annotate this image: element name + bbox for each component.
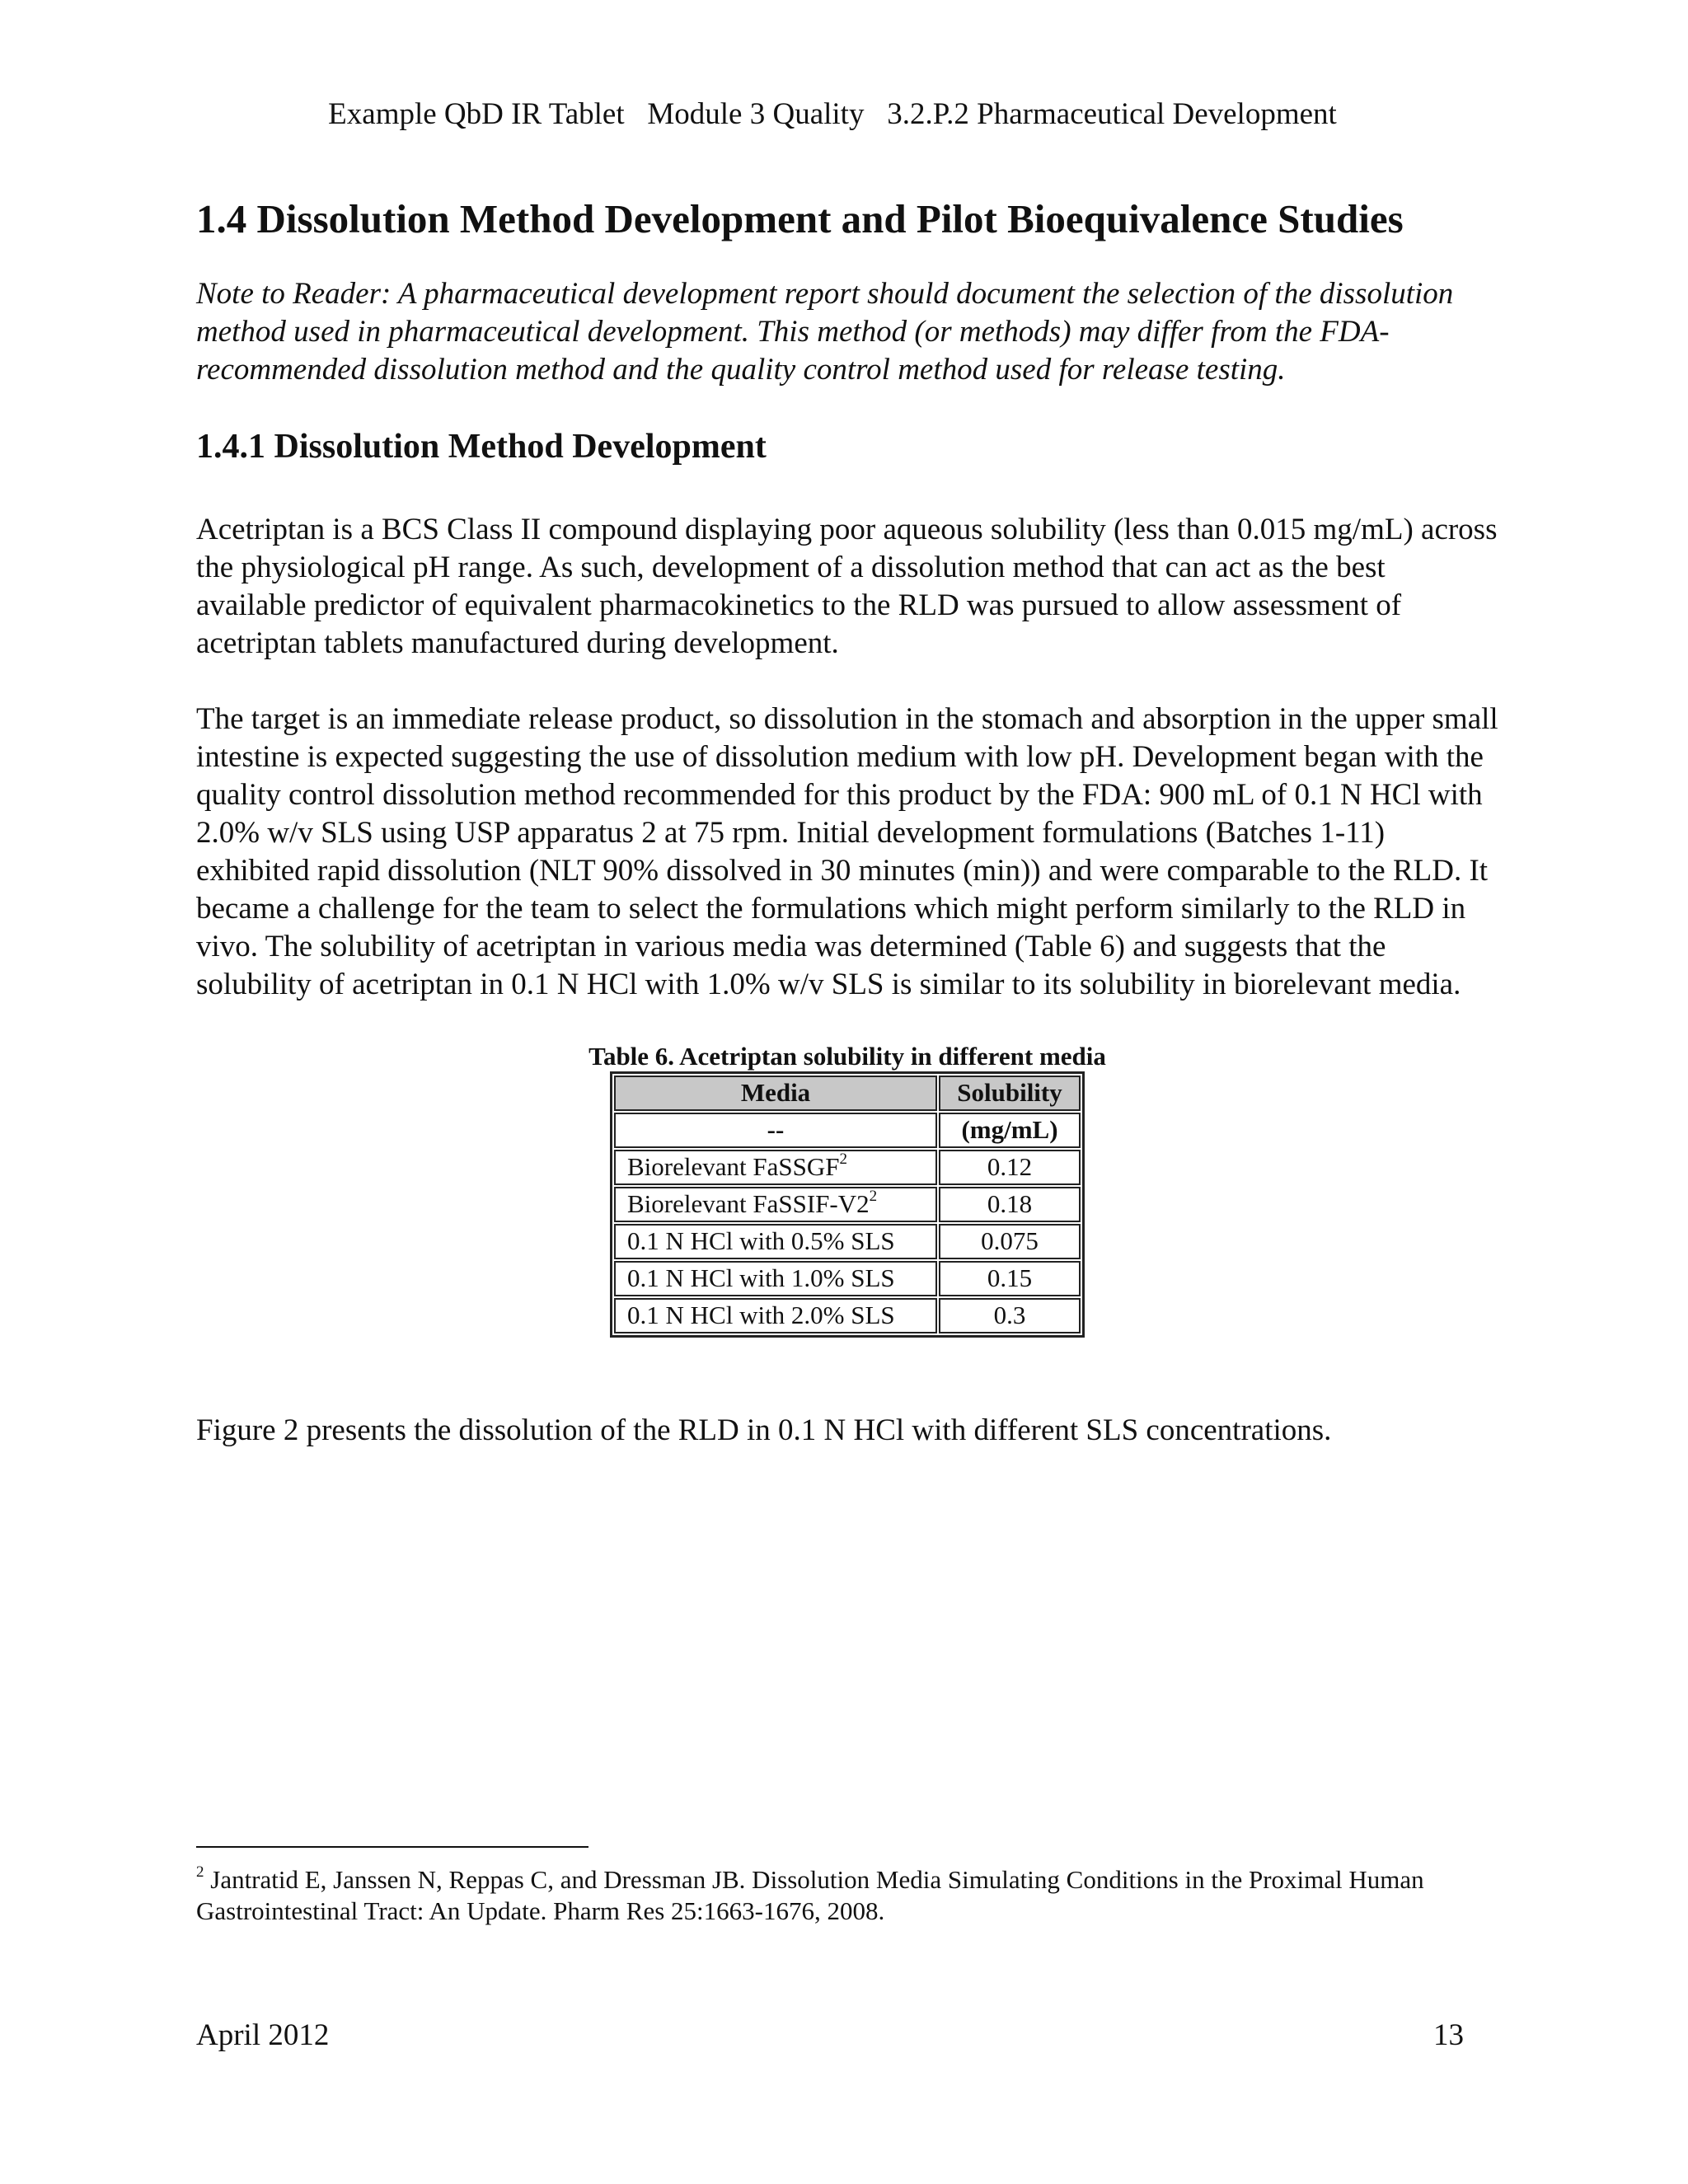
footnote-ref: 2 bbox=[869, 1188, 878, 1206]
table-row bbox=[614, 1150, 1081, 1185]
note-to-reader: Note to Reader: A pharmaceutical development report should document the selection of the dissolution method used in pharmaceutical development. This method (or methods) may differ from the FDA-recommended dissolution method and the quality control method used for release testing. bbox=[196, 277, 1454, 387]
table-caption: Table 6. Acetriptan solubility in different media bbox=[588, 1041, 1106, 1071]
footnote-number: 2 bbox=[196, 1863, 204, 1881]
paragraph-bcs-class: Acetriptan is a BCS Class II compound displaying poor aqueous solubility (less than 0.015 mg/mL) across the physiological pH range. As such, development of a dissolution method that can act as the best available predictor of equivalent pharmacokinetics to the RLD was pursued to allow assessment of acetriptan tablets manufactured during development. bbox=[196, 512, 1498, 660]
header-media: Media bbox=[614, 1076, 937, 1111]
media-cell bbox=[614, 1150, 937, 1185]
solubility-cell: 0.12 bbox=[939, 1150, 1081, 1185]
section-title: 1.4 Dissolution Method Development and Pilot Bioequivalence Studies bbox=[196, 196, 1404, 241]
table-row bbox=[614, 1187, 1081, 1222]
media-cell bbox=[614, 1187, 937, 1222]
subsection-title: 1.4.1 Dissolution Method Development bbox=[196, 428, 767, 466]
media-name: Biorelevant FaSSIF-V2 bbox=[627, 1189, 870, 1219]
solubility-cell: 0.15 bbox=[939, 1261, 1081, 1296]
solubility-cell: 0.18 bbox=[939, 1187, 1081, 1222]
footnote bbox=[196, 1864, 1498, 1927]
running-header: Example QbD IR Tablet Module 3 Quality 3.2.P.2 Pharmaceutical Development bbox=[328, 97, 1337, 131]
solubility-cell: 0.075 bbox=[939, 1224, 1081, 1259]
footnote-ref: 2 bbox=[839, 1151, 847, 1169]
page-number: 13 bbox=[1433, 2018, 1464, 2052]
table-row bbox=[614, 1224, 1081, 1259]
media-cell: 0.1 N HCl with 1.0% SLS bbox=[614, 1261, 937, 1296]
figure-reference-paragraph: Figure 2 presents the dissolution of the RLD in 0.1 N HCl with different SLS concentrations. bbox=[196, 1413, 1332, 1447]
units-solubility: (mg/mL) bbox=[939, 1113, 1081, 1148]
header-solubility: Solubility bbox=[939, 1076, 1081, 1111]
footer-date: April 2012 bbox=[196, 2018, 330, 2052]
footnote-text: Jantratid E, Janssen N, Reppas C, and Dressman JB. Dissolution Media Simulating Conditions in the Proximal Human Gastrointestinal Tract: An Update. Pharm Res 25:1663-1676, 2008. bbox=[196, 1865, 1424, 1925]
table-header-row bbox=[614, 1076, 1081, 1111]
table-row bbox=[614, 1298, 1081, 1333]
media-cell: 0.1 N HCl with 0.5% SLS bbox=[614, 1224, 937, 1259]
solubility-cell: 0.3 bbox=[939, 1298, 1081, 1333]
media-name: Biorelevant FaSSGF bbox=[627, 1152, 840, 1182]
page-content bbox=[196, 196, 1498, 1480]
paragraph-target-product: The target is an immediate release product, so dissolution in the stomach and absorption in the upper small intestine is expected suggesting the use of dissolution medium with low pH. Development began with the quality control dissolution method recommended for this product by the FDA: 900 mL of 0.1 N HCl with 2.0% w/v SLS using USP apparatus 2 at 75 rpm. Initial development formulations (Batches 1-11) exhibited rapid dissolution (NLT 90% dissolved in 30 minutes (min)) and were comparable to the RLD. It became a challenge for the team to select the formulations which might perform similarly to the RLD in vivo. The solubility of acetriptan in various media was determined (Table 6) and suggests that the solubility of acetriptan in 0.1 N HCl with 1.0% w/v SLS is similar to its solubility in biorelevant media. bbox=[196, 701, 1498, 1001]
units-media: -- bbox=[614, 1113, 937, 1148]
solubility-table bbox=[610, 1071, 1085, 1338]
table-row bbox=[614, 1261, 1081, 1296]
footnote-separator bbox=[196, 1846, 588, 1848]
media-cell: 0.1 N HCl with 2.0% SLS bbox=[614, 1298, 937, 1333]
table-units-row bbox=[614, 1113, 1081, 1148]
